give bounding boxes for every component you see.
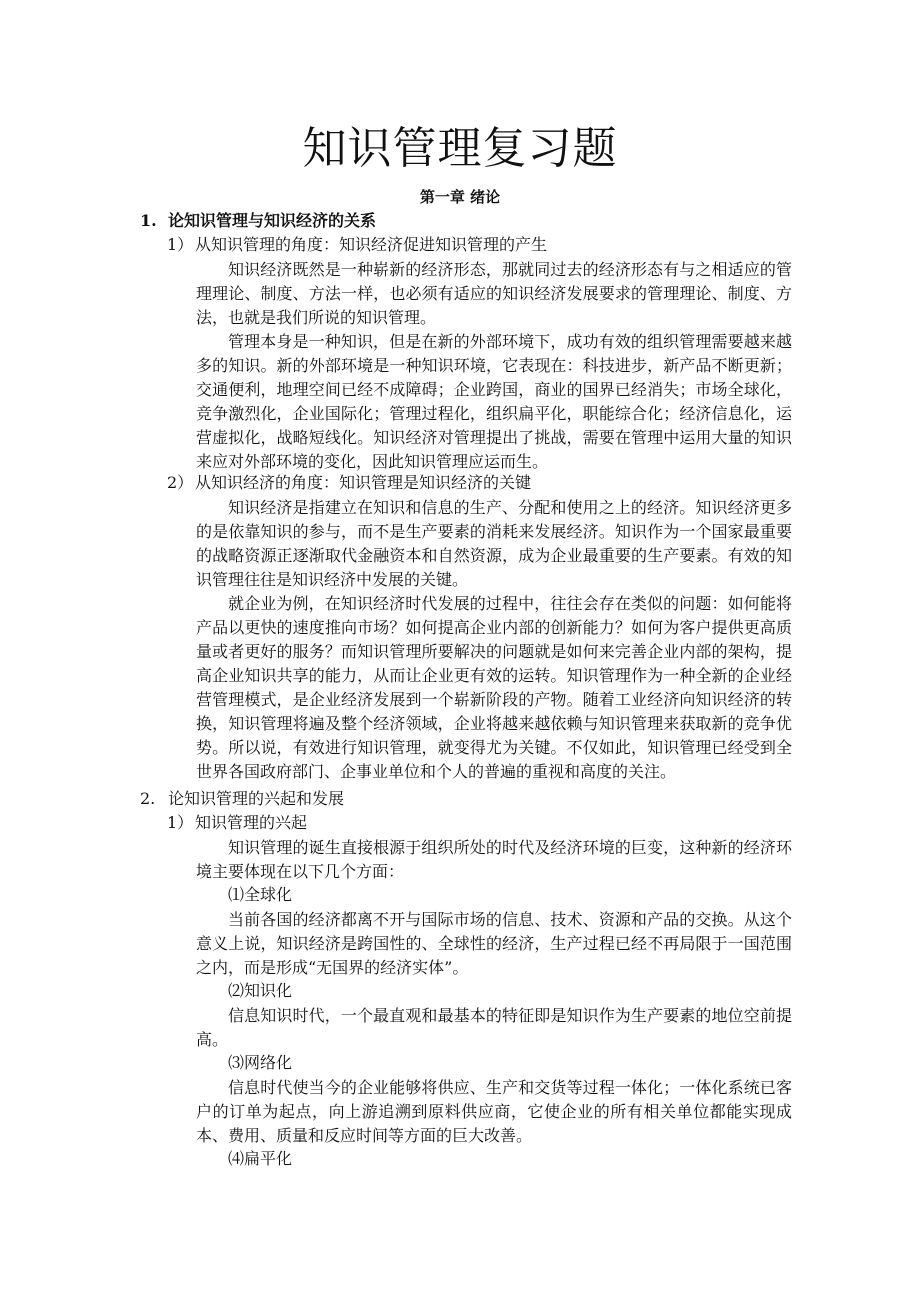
paragraph: 当前各国的经济都离不开与国际市场的信息、技术、资源和产品的交换。从这个意义上说，知识经济是跨国性的、全球性的经济，生产过程已经不再局限于一国范围之内，而是形成“无国界的经济实体”。 — [196, 910, 792, 977]
question-1 — [140, 210, 376, 232]
paragraph: 知识经济既然是一种崭新的经济形态，那就同过去的经济形态有与之相适应的管理理论、制度、方法一样，也必须有适应的知识经济发展要求的管理理论、制度、方法，也就是我们所说的知识管理。 — [196, 260, 792, 327]
subsection-number: 1） — [167, 235, 194, 254]
question-text: 论知识管理与知识经济的关系 — [168, 211, 377, 230]
question-number: 1. — [140, 211, 157, 230]
question-text: 论知识管理的兴起和发展 — [168, 789, 345, 808]
paragraph: 管理本身是一种知识，但是在新的外部环境下，成功有效的组织管理需要越来越多的知识。新的外部环境是一种知识环境，它表现在：科技进步，新产品不断更新；交通便利，地理空间已经不成障碍；企业跨国，商业的国界已经消失；市场全球化，竞争激烈化，企业国际化；管理过程化，组织扁平化，职能综合化；经济信息化，运营虚拟化，战略短线化。知识经济对管理提出了挑战，需要在管理中运用大量的知识来应对外部环境的变化，因此知识管理应运而生。 — [196, 332, 792, 471]
paragraph: 信息知识时代，一个最直观和最基本的特征即是知识作为生产要素的地位空前提高。 — [196, 1006, 792, 1049]
list-item: ⑵知识化 — [228, 981, 293, 1000]
paragraph: 知识管理的诞生直接根源于组织所处的时代及经济环境的巨变，这种新的经济环境主要体现在以下几个方面： — [196, 838, 792, 881]
paragraph: 信息时代使当今的企业能够将供应、生产和交货等过程一体化；一体化系统已客户的订单为起点，向上游追溯到原料供应商，它使企业的所有相关单位都能实现成本、费用、质量和反应时间等方面的巨大改善。 — [196, 1078, 792, 1145]
subsection-1-1 — [167, 234, 547, 256]
subsection-number: 1） — [167, 813, 194, 832]
question-number: 2. — [140, 789, 156, 808]
subsection-text: 知识管理的兴起 — [195, 813, 308, 832]
paragraph: 就企业为例，在知识经济时代发展的过程中，往往会存在类似的问题：如何能将产品以更快的速度推向市场？如何提高企业内部的创新能力？如何为客户提供更高质量或者更好的服务？而知识管理所要解决的问题就是如何来完善企业内部的架构，提高企业知识共享的能力，从而让企业更有效的运转。知识管理作为一种全新的企业经营管理模式，是企业经济发展到一个崭新阶段的产物。随着工业经济向知识经济的转换，知识管理将遍及整个经济领域，企业将越来越依赖与知识管理来获取新的竞争优势。所以说，有效进行知识管理，就变得尤为关键。不仅如此，知识管理已经受到全世界各国政府部门、企事业单位和个人的普遍的重视和高度的关注。 — [196, 594, 792, 781]
document-title: 知识管理复习题 — [302, 123, 618, 174]
chapter-heading: 第一章 绪论 — [419, 188, 501, 206]
paragraph: 知识经济是指建立在知识和信息的生产、分配和使用之上的经济。知识经济更多的是依靠知识的参与，而不是生产要素的消耗来发展经济。知识作为一个国家最重要的战略资源正逐渐取代金融资本和自然资源，成为企业最重要的生产要素。有效的知识管理往往是知识经济中发展的关键。 — [196, 498, 792, 589]
list-item: ⑶网络化 — [228, 1053, 293, 1072]
subsection-text: 从知识经济的角度：知识管理是知识经济的关键 — [195, 473, 532, 492]
subsection-number: 2） — [167, 473, 194, 492]
list-item: ⑴全球化 — [228, 885, 293, 904]
subsection-text: 从知识管理的角度：知识经济促进知识管理的产生 — [195, 235, 548, 254]
list-item: ⑷扁平化 — [228, 1149, 293, 1168]
subsection-2-1 — [167, 812, 307, 834]
question-2 — [140, 788, 344, 810]
subsection-1-2 — [167, 472, 531, 494]
